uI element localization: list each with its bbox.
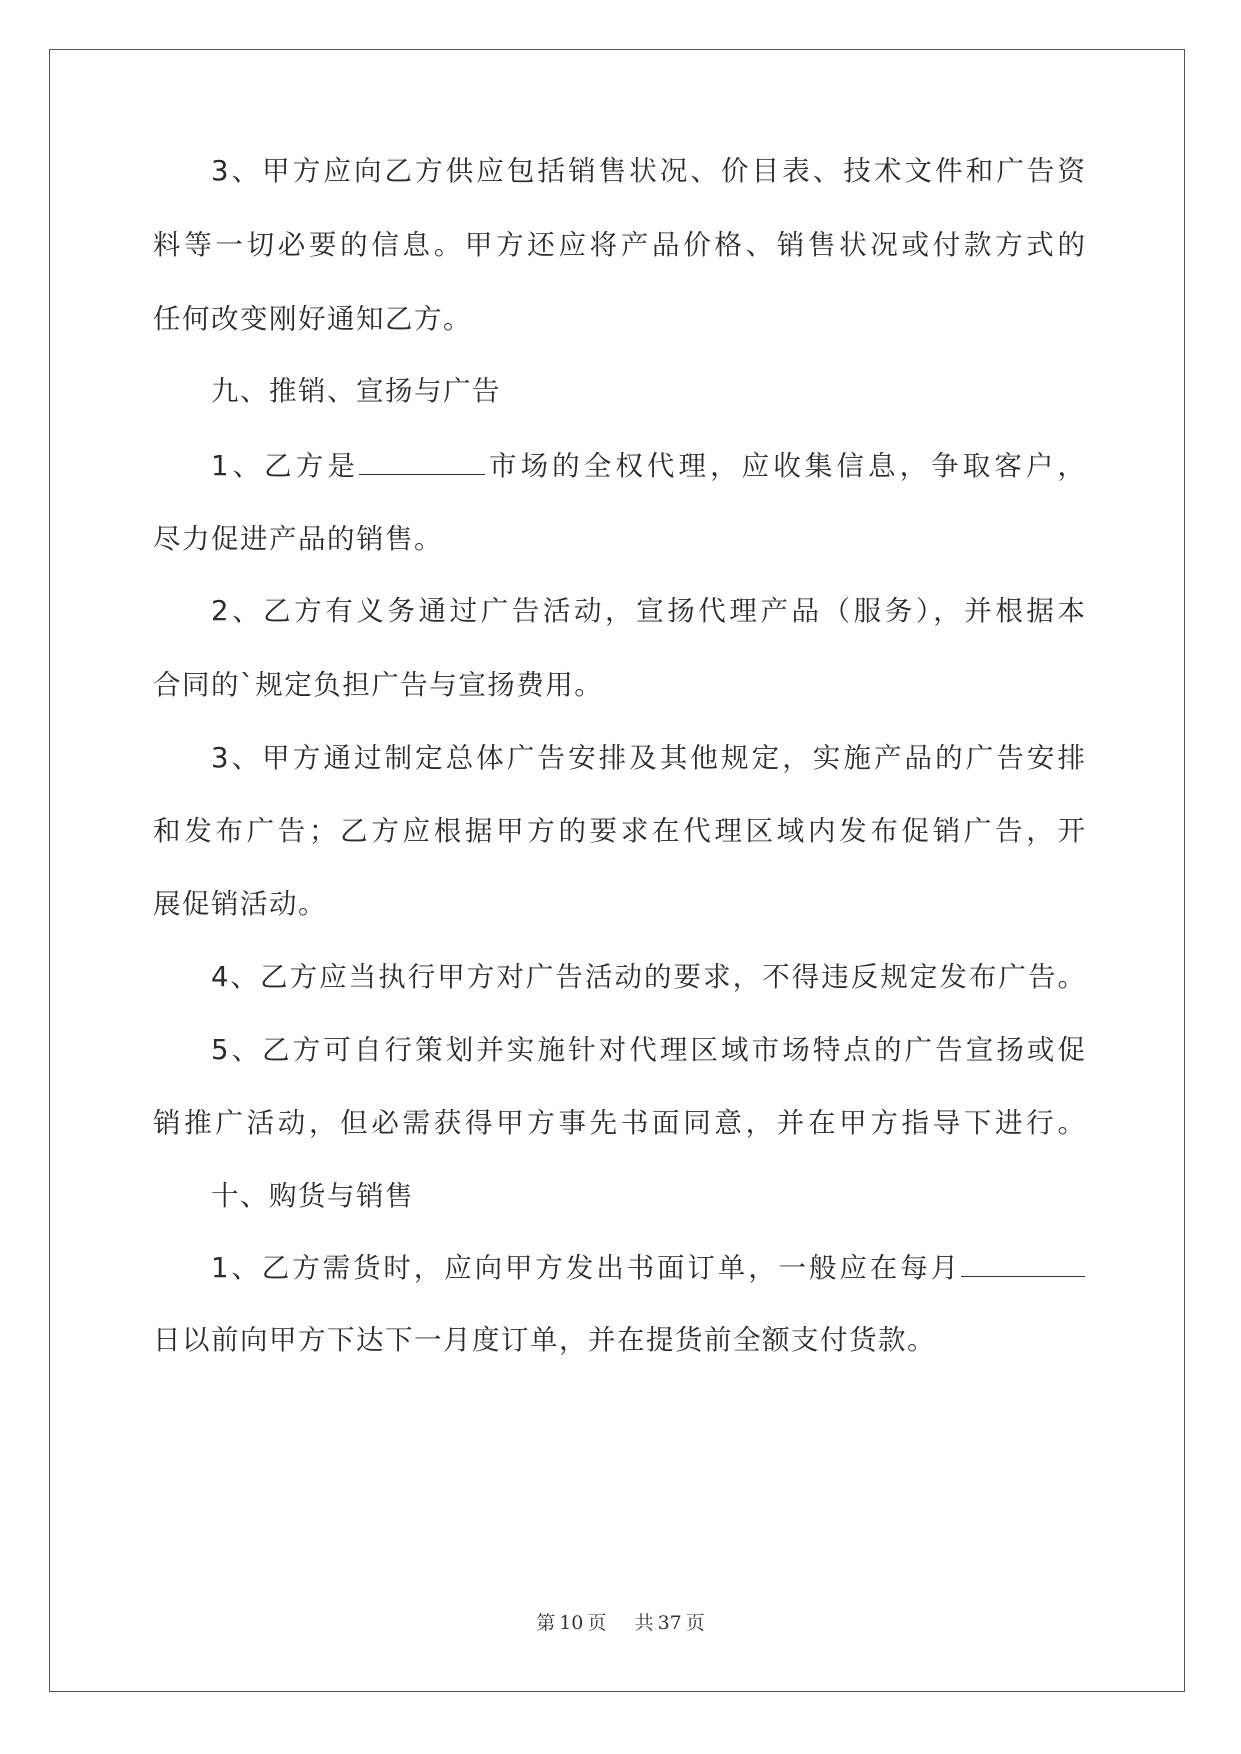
paragraph-line: 合同的`规定负担广告与宣扬费用。 (153, 669, 604, 701)
paragraph-line: 3、甲方应向乙方供应包括销售状况、价目表、技术文件和广告资 (211, 155, 1085, 187)
paragraph-line: 销推广活动，但必需获得甲方事先书面同意，并在甲方指导下进行。 (153, 1107, 1085, 1139)
paragraph-line: 任何改变刚好通知乙方。 (153, 303, 472, 335)
page-frame (49, 49, 1185, 1692)
paragraph-line (153, 1248, 1085, 1288)
page-footer (0, 1608, 1241, 1635)
paragraph-line: 和发布广告；乙方应根据甲方的要求在代理区域内发布促销广告，开 (153, 815, 1085, 847)
paragraph-text: 1、乙方是 (211, 450, 359, 482)
fill-in-blank[interactable] (961, 1248, 1085, 1277)
fill-in-blank[interactable] (359, 446, 485, 475)
paragraph-line: 展促销活动。 (153, 888, 327, 920)
section-heading: 十、购货与销售 (211, 1180, 414, 1212)
paragraph-line: 料等一切必要的信息。甲方还应将产品价格、销售状况或付款方式的 (153, 229, 1085, 261)
paragraph-line: 4、乙方应当执行甲方对广告活动的要求，不得违反规定发布广告。 (211, 961, 1085, 993)
paragraph-line: 日以前向甲方下达下一月度订单，并在提货前全额支付货款。 (153, 1324, 936, 1356)
total-page-count: 37 (657, 1612, 682, 1634)
paragraph-line: 3、甲方通过制定总体广告安排及其他规定，实施产品的广告安排 (211, 742, 1085, 774)
paragraph-line (153, 446, 1085, 486)
paragraph-line: 2、乙方有义务通过广告活动，宣扬代理产品（服务），并根据本 (211, 595, 1085, 627)
page-label-suffix: 页 (587, 1612, 607, 1634)
current-page-number: 10 (559, 1612, 584, 1634)
paragraph-text: 市场的全权代理，应收集信息，争取客户， (484, 450, 1086, 482)
paragraph-line: 尽力促进产品的销售。 (153, 523, 443, 555)
paragraph-text: 1、乙方需货时，应向甲方发出书面订单，一般应在每月 (211, 1252, 961, 1284)
paragraph-line: 5、乙方可自行策划并实施针对代理区域市场特点的广告宣扬或促 (211, 1034, 1085, 1066)
section-heading: 九、推销、宣扬与广告 (211, 375, 501, 407)
total-label-prefix: 共 (634, 1612, 654, 1634)
total-label-suffix: 页 (685, 1612, 705, 1634)
page-label-prefix: 第 (536, 1612, 556, 1634)
